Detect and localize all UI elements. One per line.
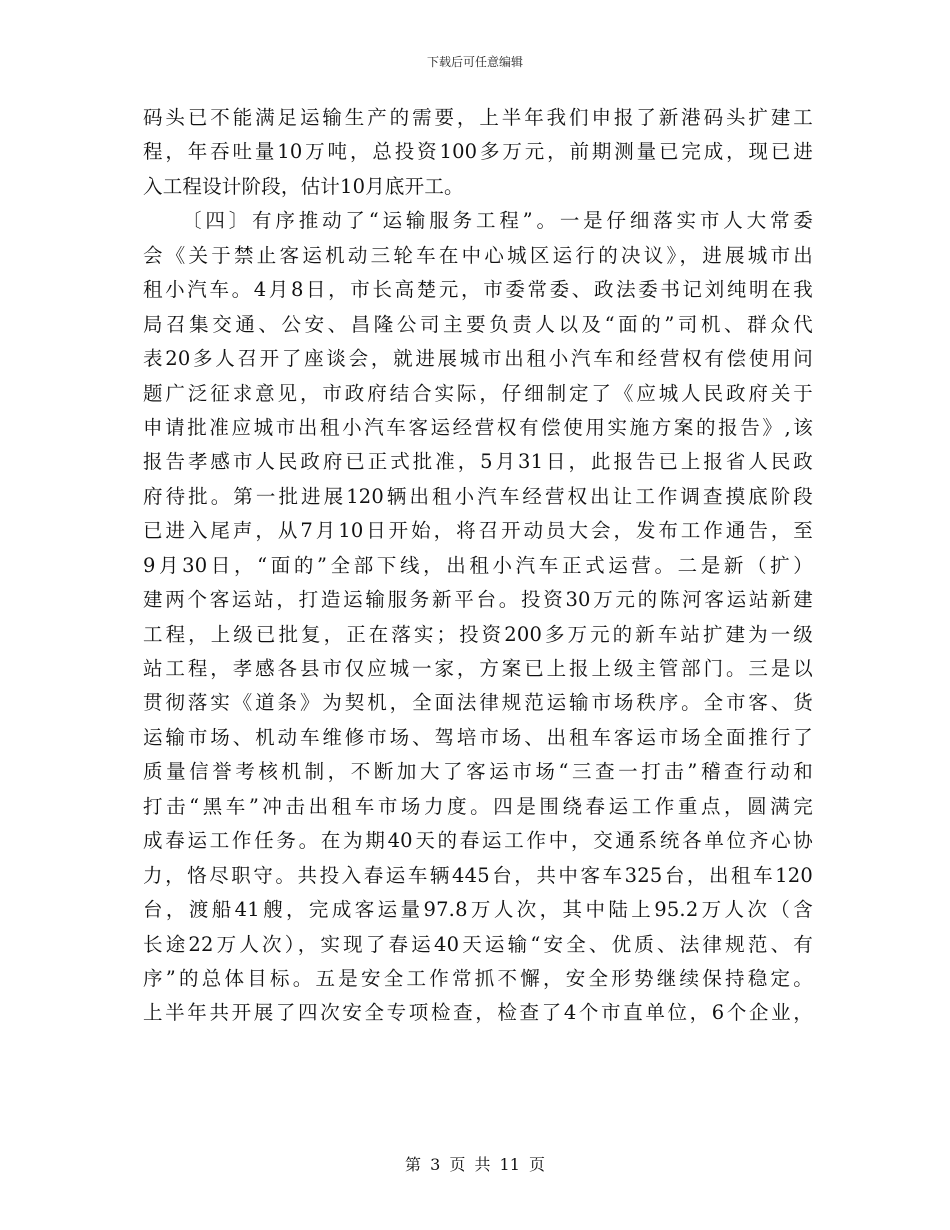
text-line: 入工程设计阶段，估计10月底开工。 — [143, 174, 464, 198]
text-line: 表20多人召开了座谈会，就进展城市出租小汽车和经营权有偿使用问 — [143, 347, 813, 371]
document-body — [143, 101, 813, 1031]
text-line: 力，恪尽职守。共投入春运车辆445台，共中客车325台，出租车120 — [143, 863, 813, 887]
text-line: 码头已不能满足运输生产的需要，上半年我们申报了新港码头扩建工 — [143, 106, 813, 129]
text-line: 府待批。第一批进展120辆出租小汽车经营权出让工作调查摸底阶段 — [143, 484, 813, 508]
text-line: 运输市场、机动车维修市场、驾培市场、出租车客运市场全面推行了 — [143, 725, 813, 749]
text-line: 序”的总体目标。五是安全工作常抓不懈，安全形势继续保持稳定。 — [143, 966, 813, 990]
text-line: 已进入尾声，从7月10日开始，将召开动员大会，发布工作通告，至 — [143, 519, 813, 543]
text-line-paragraph-start: 〔四〕有序推动了“运输服务工程”。一是仔细落实市人大常委 — [182, 209, 813, 233]
text-line: 打击“黑车”冲击出租车市场力度。四是围绕春运工作重点，圆满完 — [143, 794, 813, 818]
text-line: 建两个客运站，打造运输服务新平台。投资30万元的陈河客运站新建 — [143, 588, 813, 612]
text-line: 会《关于禁止客运机动三轮车在中心城区运行的决议》，进展城市出 — [143, 243, 813, 267]
text-line: 长途22万人次），实现了春运40天运输“安全、优质、法律规范、有 — [143, 932, 813, 956]
page-header-note: 下载后可任意编辑 — [426, 55, 523, 69]
text-line: 台，渡船41艘，完成客运量97.8万人次，其中陆上95.2万人次（含 — [143, 898, 813, 922]
text-line: 成春运工作任务。在为期40天的春运工作中，交通系统各单位齐心协 — [143, 829, 813, 853]
text-line: 9月30日，“面的”全部下线，出租小汽车正式运营。二是新（扩） — [143, 553, 813, 577]
text-line: 质量信誉考核机制，不断加大了客运市场“三查一打击”稽查行动和 — [143, 760, 813, 784]
text-line: 租小汽车。4月8日，市长高楚元，市委常委、政法委书记刘纯明在我 — [143, 278, 813, 302]
text-line: 贯彻落实《道条》为契机，全面法律规范运输市场秩序。全市客、货 — [143, 691, 813, 715]
text-line: 局召集交通、公安、昌隆公司主要负责人以及“面的”司机、群众代 — [143, 312, 813, 336]
text-line: 程，年吞吐量10万吨，总投资100多万元，前期测量已完成，现已进 — [143, 140, 813, 164]
text-line: 工程，上级已批复，正在落实；投资200多万元的新车站扩建为一级 — [143, 622, 813, 646]
text-line: 题广泛征求意见，市政府结合实际，仔细制定了《应城人民政府关于 — [143, 381, 813, 405]
text-line: 上半年共开展了四次安全专项检查，检查了4个市直单位，6个企业， — [143, 1001, 813, 1025]
page-number-footer: 第 3 页 共 11 页 — [405, 1155, 545, 1174]
text-line: 申请批准应城市出租小汽车客运经营权有偿使用实施方案的报告》,该 — [143, 415, 813, 439]
text-line: 报告孝感市人民政府已正式批准，5月31日，此报告已上报省人民政 — [143, 450, 813, 474]
text-line: 站工程，孝感各县市仅应城一家，方案已上报上级主管部门。三是以 — [143, 657, 813, 680]
